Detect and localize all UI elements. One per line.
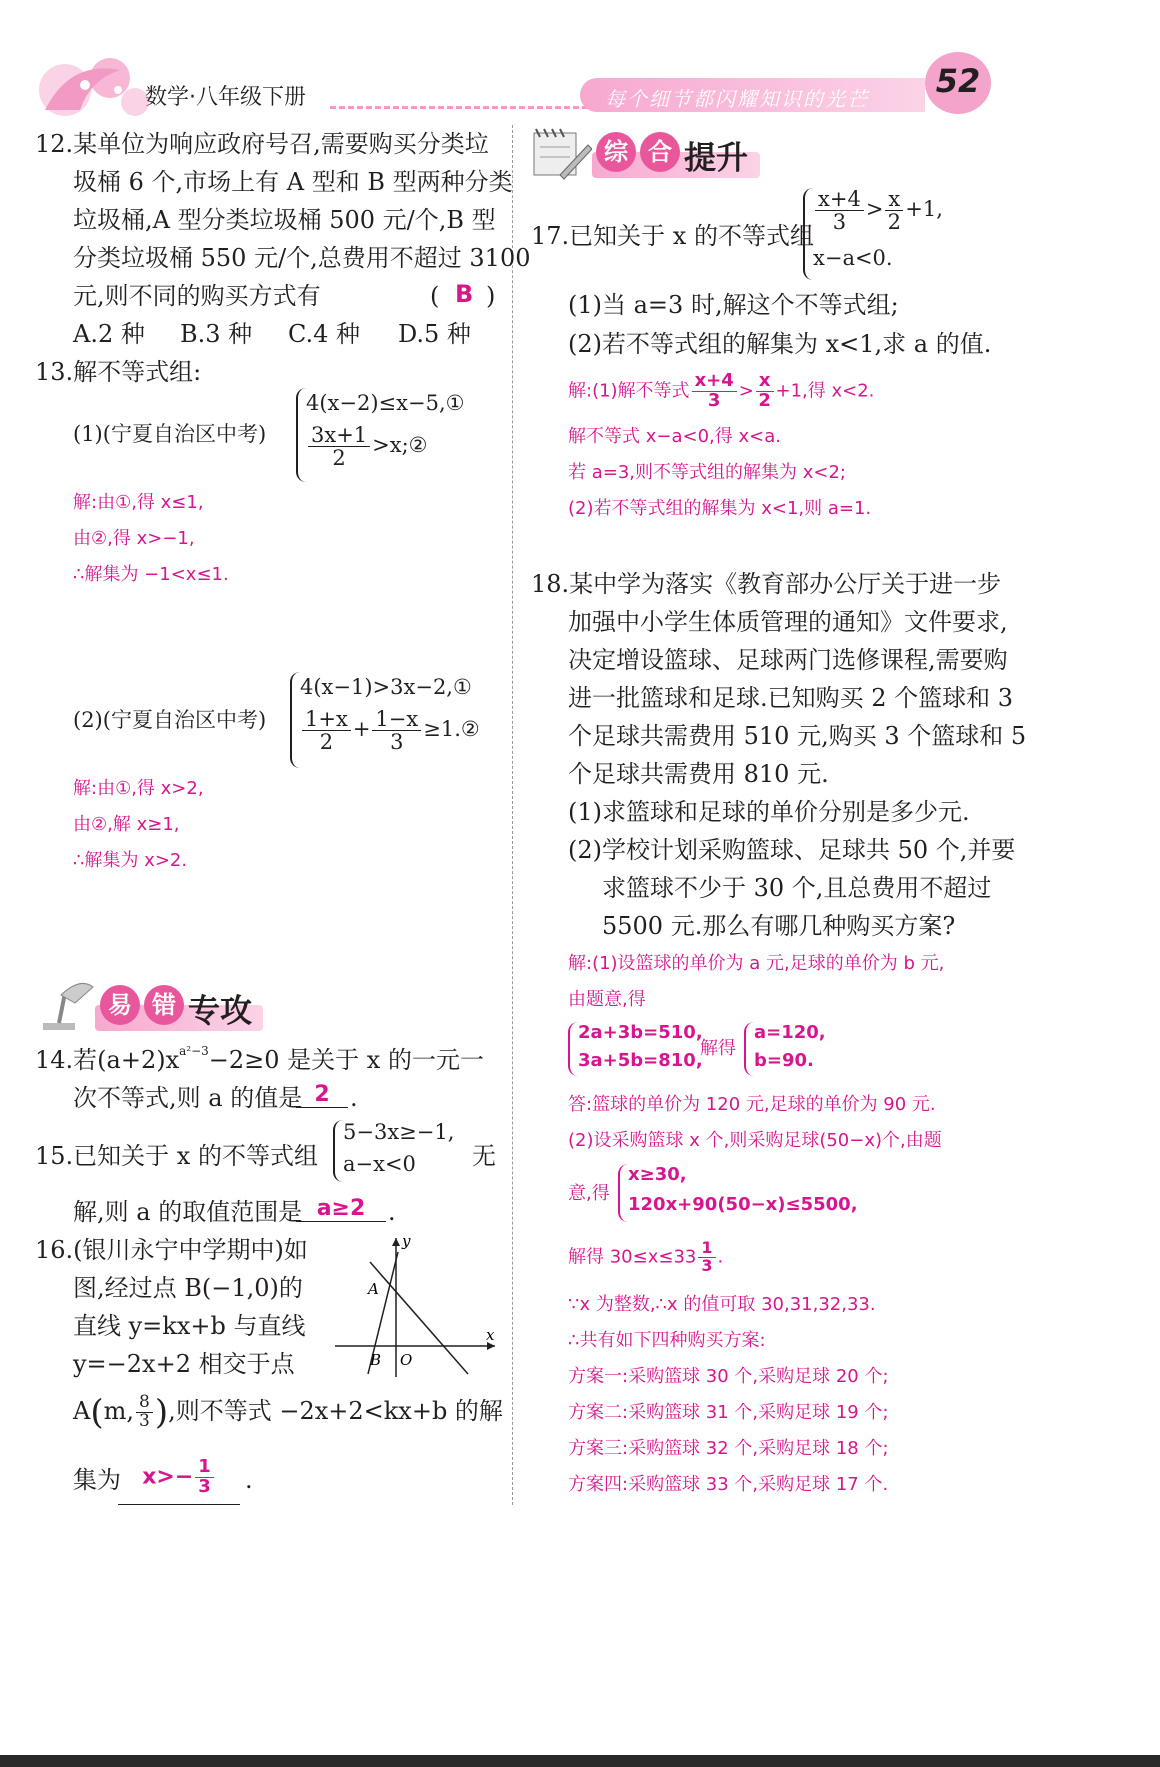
- q13-part1-label: (1)(宁夏自治区中考): [73, 422, 267, 446]
- gt-sign: >: [738, 380, 754, 402]
- q18-part2-line: 求篮球不少于 30 个,且总费用不超过: [602, 874, 992, 902]
- q17-frac1: [815, 188, 864, 233]
- q18-line: 个足球共需费用 510 元,购买 3 个篮球和 5: [568, 722, 1027, 750]
- gt-sign: >: [865, 197, 884, 222]
- section-badge: 错: [144, 985, 184, 1025]
- frac-den: 2: [758, 389, 771, 411]
- plus-sign: +: [352, 717, 371, 742]
- sys-eq: 120x+90(50−x)≤5500,: [628, 1194, 858, 1215]
- point-a-label: A: [368, 1280, 379, 1298]
- frac-num: 1: [195, 1458, 214, 1478]
- q12-option-c: C.4 种: [288, 320, 361, 348]
- frac-num: x: [885, 188, 903, 211]
- sol-text: +1,得 x<2.: [775, 380, 875, 402]
- q12-line: 垃圾桶,A 型分类垃圾桶 500 元/个,B 型: [73, 206, 496, 234]
- q16-frac: [136, 1394, 153, 1431]
- q17-sol-line: (2)若不等式组的解集为 x<1,则 a=1.: [568, 498, 872, 519]
- frac-den: 3: [198, 1475, 211, 1497]
- frac-den: 3: [390, 730, 404, 755]
- q15-answer: a≥2: [296, 1196, 386, 1222]
- q18-answer1: 答:篮球的单价为 120 元,足球的单价为 90 元.: [568, 1094, 936, 1115]
- q18-system3: [618, 1164, 858, 1222]
- q17-start: 17.已知关于 x 的不等式组: [531, 222, 814, 250]
- q18-solve-label: 解得: [700, 1038, 736, 1059]
- q13-p2-solution-line: ∴解集为 x>2.: [73, 850, 188, 871]
- q18-line: 18.某中学为落实《教育部办公厅关于进一步: [531, 570, 1002, 598]
- q18-system2: [744, 1022, 826, 1076]
- sys-eq: b=90.: [754, 1050, 814, 1071]
- sys-eq: 3a+5b=810,: [578, 1050, 703, 1071]
- q12-option-a: A.2 种: [73, 320, 145, 348]
- q17-part1: (1)当 a=3 时,解这个不等式组;: [568, 291, 899, 319]
- notepad-pencil-icon: [530, 125, 592, 180]
- q18-plan-line: 方案一:采购篮球 30 个,采购足球 20 个;: [568, 1366, 889, 1387]
- sys-eq: 2a+3b=510,: [578, 1022, 703, 1043]
- q18-plan-line: 方案二:采购篮球 31 个,采购足球 19 个;: [568, 1402, 889, 1423]
- frac-num: 3x+1: [308, 424, 370, 447]
- q17-eq1-rest: +1,: [905, 197, 943, 222]
- frac-den: 2: [319, 730, 334, 755]
- floral-ornament-icon: [30, 50, 160, 125]
- q13-part2-label: (2)(宁夏自治区中考): [73, 708, 267, 732]
- q16-answer: [118, 1458, 240, 1505]
- q13-p2-frac1: [302, 708, 351, 753]
- frac-den: 3: [139, 1410, 150, 1431]
- q15-eq1: 5−3x≥−1,: [343, 1120, 455, 1144]
- header-slogan: 每个细节都闪耀知识的光芒: [605, 87, 869, 111]
- point-b-label: B: [370, 1351, 382, 1369]
- q13-p2-solution-line: 解:由①,得 x>2,: [73, 778, 204, 799]
- q13-p1-solution-line: 由②,得 x>−1,: [73, 528, 195, 549]
- q16-a: A: [73, 1396, 91, 1425]
- q16-ans-pre: x>−: [142, 1464, 194, 1490]
- sol-text: .: [717, 1246, 724, 1268]
- q14-line2: 次不等式,则 a 的值是: [73, 1084, 303, 1112]
- frac-num: 1+x: [302, 708, 351, 731]
- q16-m: m,: [103, 1396, 134, 1425]
- q14-exponent: a²−3: [179, 1044, 209, 1058]
- q12-answer: B: [455, 280, 474, 308]
- q15-eq2: a−x<0: [343, 1152, 416, 1176]
- origin-label: O: [400, 1351, 413, 1369]
- q16-line: 16.(银川永宁中学期中)如: [35, 1236, 308, 1264]
- q13-p2-solution-line: 由②,解 x≥1,: [73, 814, 180, 835]
- q18-part2-line: (2)学校计划采购篮球、足球共 50 个,并要: [568, 836, 1016, 864]
- y-axis-arrow-icon: [392, 1238, 400, 1246]
- q13-p2-frac2: [372, 708, 421, 753]
- frac-num: x+4: [815, 188, 864, 211]
- section-yicuo-title: 专攻: [188, 991, 253, 1030]
- desk-lamp-icon: [35, 975, 95, 1035]
- q18-line: 加强中小学生体质管理的通知》文件要求,: [568, 608, 1008, 636]
- header-title: 数学·八年级下册: [145, 85, 306, 110]
- q13-p1-solution-line: ∴解集为 −1<x≤1.: [73, 564, 229, 585]
- q18-part1: (1)求篮球和足球的单价分别是多少元.: [568, 798, 970, 826]
- bottom-strip: [0, 1755, 1160, 1767]
- q18-line: 进一批篮球和足球.已知购买 2 个篮球和 3: [568, 684, 1014, 712]
- q13-p1-solution-line: 解:由①,得 x≤1,: [73, 492, 204, 513]
- frac-den: 2: [887, 210, 902, 235]
- frac-num: 8: [136, 1394, 153, 1413]
- q17-frac2: [885, 188, 903, 233]
- q18-line: 个足球共需费用 810 元.: [568, 760, 829, 788]
- q16-set-label: 集为: [73, 1466, 121, 1494]
- q15-line2: 解,则 a 的取值范围是: [73, 1198, 303, 1226]
- q12-option-b: B.3 种: [180, 320, 253, 348]
- sol-frac: [698, 1240, 715, 1275]
- column-divider: [512, 125, 513, 1505]
- q18-sol-line: 由题意,得: [568, 989, 646, 1010]
- q15-after: 无: [472, 1142, 496, 1170]
- q13-p1-frac: [308, 424, 370, 469]
- frac-den: 3: [707, 389, 721, 411]
- q18-plan-line: 方案四:采购篮球 33 个,采购足球 17 个.: [568, 1474, 889, 1495]
- frac-num: 1−x: [372, 708, 421, 731]
- frac-num: 1: [698, 1240, 715, 1258]
- sys-eq: a=120,: [754, 1022, 826, 1043]
- frac-den: 3: [832, 210, 847, 235]
- q12-paren-left: (: [430, 282, 440, 310]
- q17-sol-line: 解不等式 x−a<0,得 x<a.: [568, 426, 781, 447]
- q16-point-line: A(m, $\frac{8}{3}$ ),则不等式 −2x+2<kx+b 的解: [73, 1392, 503, 1433]
- q18-line: 决定增设篮球、足球两门选修课程,需要购: [568, 646, 1008, 674]
- frac-num: x: [756, 372, 774, 392]
- q17-system: [803, 188, 943, 280]
- section-tisheng-badges: [596, 132, 748, 179]
- line-neg2x-2: [370, 1262, 468, 1374]
- q12-option-d: D.5 种: [398, 320, 471, 348]
- frac-num: x+4: [692, 372, 737, 392]
- q14-line1-a: 14.若(a+2)x: [35, 1046, 180, 1074]
- q12-line: 分类垃圾桶 550 元/个,总费用不超过 3100: [73, 244, 531, 272]
- q13-part2-system: [290, 672, 480, 768]
- q18-plan-line: 方案三:采购篮球 32 个,采购足球 18 个;: [568, 1438, 889, 1459]
- q18-more-line: ∴共有如下四种购买方案:: [568, 1330, 766, 1351]
- q16-line: 图,经过点 B(−1,0)的: [73, 1274, 303, 1302]
- q14-line1-b: −2≥0 是关于 x 的一元一: [208, 1046, 484, 1074]
- q15-start: 15.已知关于 x 的不等式组: [35, 1142, 318, 1170]
- q16-line: y=−2x+2 相交于点: [73, 1350, 295, 1378]
- page-number: 52: [935, 62, 981, 100]
- q17-part2: (2)若不等式组的解集为 x<1,求 a 的值.: [568, 330, 992, 358]
- frac-den: 2: [332, 446, 346, 471]
- q17-sol-line: 若 a=3,则不等式组的解集为 x<2;: [568, 462, 846, 483]
- q13-part1-system: [296, 388, 464, 482]
- q12-paren-right: ): [486, 282, 496, 310]
- x-axis-label: x: [486, 1326, 495, 1344]
- q14-answer: 2: [296, 1082, 348, 1108]
- q17-eq2: x−a<0.: [813, 246, 893, 270]
- section-badge: 易: [100, 985, 140, 1025]
- q12-line: 元,则不同的购买方式有: [73, 282, 321, 310]
- sol-text: 解:(1)解不等式: [568, 380, 690, 402]
- section-badge: 综: [596, 132, 636, 172]
- sol-frac: [692, 372, 737, 411]
- q15-system: [333, 1120, 454, 1182]
- section-yicuo-badges: [100, 985, 252, 1032]
- q18-sol-line: (2)设采购篮球 x 个,则采购足球(50−x)个,由题: [568, 1130, 942, 1151]
- q18-part2-line: 5500 元.那么有哪几种购买方案?: [602, 912, 956, 940]
- q16-end: .: [245, 1466, 253, 1494]
- section-badge: 合: [640, 132, 680, 172]
- sys-eq: x≥30,: [628, 1164, 687, 1185]
- sol-frac: [756, 372, 774, 411]
- q13-p2-eq1: 4(x−1)>3x−2,①: [300, 675, 472, 699]
- frac-den: 3: [701, 1255, 713, 1275]
- sol-text: 解得 30≤x≤33: [568, 1246, 697, 1268]
- q18-yi-label: 意,得: [568, 1183, 610, 1204]
- q17-sol1: [568, 372, 874, 411]
- q13-title: 13.解不等式组:: [35, 358, 202, 386]
- q14-line1: [35, 1044, 484, 1074]
- q18-system1: [568, 1022, 703, 1076]
- q13-p1-eq2-rest: >x;②: [372, 433, 428, 458]
- q18-more-line: ∵x 为整数,∴x 的值可取 30,31,32,33.: [568, 1294, 876, 1315]
- q16-a-post: ,则不等式 −2x+2<kx+b 的解: [168, 1396, 503, 1425]
- q15-end: .: [388, 1198, 396, 1226]
- q16-graph: [330, 1232, 500, 1382]
- q16-line: 直线 y=kx+b 与直线: [73, 1312, 306, 1340]
- q16-ans-frac: [195, 1458, 214, 1497]
- q18-sol-line: 解:(1)设篮球的单价为 a 元,足球的单价为 b 元,: [568, 953, 945, 974]
- section-tisheng-title: 提升: [684, 138, 749, 177]
- y-axis-label: y: [402, 1232, 411, 1250]
- q13-p2-rest: ≥1.②: [423, 717, 480, 742]
- q14-end: .: [350, 1084, 358, 1112]
- q12-line: 圾桶 6 个,市场上有 A 型和 B 型两种分类: [73, 168, 513, 196]
- q18-jie: [568, 1240, 723, 1275]
- q13-p1-eq1: 4(x−2)≤x−5,①: [306, 391, 465, 415]
- q12-line: 12.某单位为响应政府号召,需要购买分类垃: [35, 130, 489, 158]
